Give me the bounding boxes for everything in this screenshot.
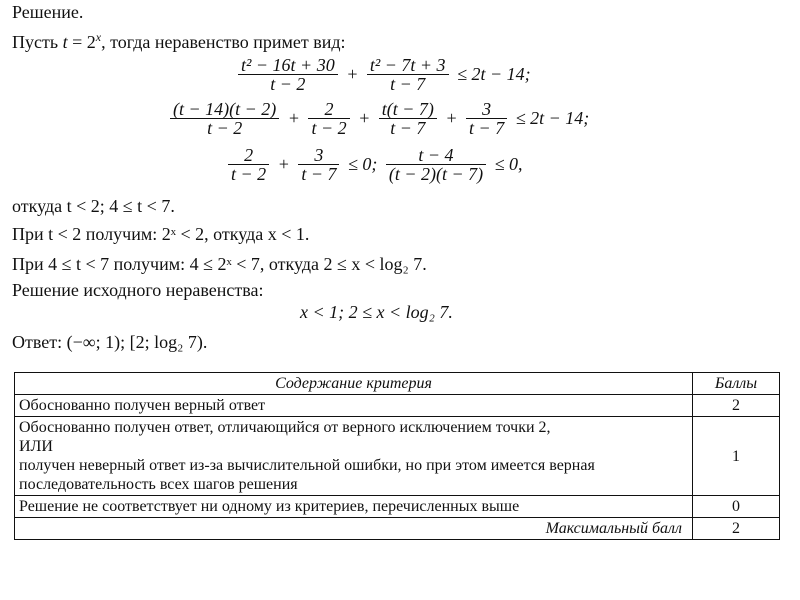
denominator: t − 7 bbox=[301, 164, 337, 184]
intro-eq: = 2 bbox=[67, 32, 96, 52]
inequality-rhs: ≤ 0, bbox=[494, 154, 523, 174]
criterion-cell: Решение не соответствует ни одному из критериев, перечисленных выше bbox=[15, 496, 693, 518]
denominator: t − 2 bbox=[270, 74, 306, 94]
numerator: (t − 14)(t − 2) bbox=[170, 100, 279, 119]
denominator: t − 2 bbox=[207, 118, 243, 138]
inequality-line-3 bbox=[226, 146, 525, 183]
criterion-cell bbox=[15, 417, 693, 496]
table-max-row bbox=[15, 518, 780, 540]
plus-sign: + bbox=[346, 64, 359, 84]
plus-sign: + bbox=[445, 108, 458, 128]
plus-sign: + bbox=[287, 108, 300, 128]
substitution-line bbox=[12, 30, 346, 53]
denominator: t − 2 bbox=[231, 164, 267, 184]
inequality-line-1 bbox=[236, 56, 533, 93]
fraction-2-2 bbox=[308, 100, 349, 137]
whence-line: откуда t < 2; 4 ≤ t < 7. bbox=[12, 196, 175, 216]
intro-variable: t bbox=[62, 32, 68, 52]
fraction-3-3 bbox=[386, 146, 486, 183]
inequality-line-2 bbox=[168, 100, 591, 137]
inequality-rhs: ≤ 2t − 14; bbox=[515, 108, 590, 128]
original-solution: x < 1; 2 ≤ x < log₂ 7. bbox=[300, 302, 453, 322]
points-cell: 0 bbox=[693, 496, 780, 518]
criterion-cell: Обоснованно получен верный ответ bbox=[15, 395, 693, 417]
inequality-rhs: ≤ 2t − 14; bbox=[457, 64, 531, 84]
table-row bbox=[15, 395, 780, 417]
intro-prefix: Пусть bbox=[12, 32, 63, 52]
denominator: t − 7 bbox=[390, 74, 426, 94]
table-row bbox=[15, 417, 780, 496]
denominator: t − 2 bbox=[311, 118, 347, 138]
numerator: t² − 16t + 30 bbox=[238, 56, 338, 75]
criteria-table bbox=[14, 372, 780, 540]
numerator: t² − 7t + 3 bbox=[367, 56, 449, 75]
intro-exponent: x bbox=[95, 30, 102, 44]
solution-heading: Решение. bbox=[12, 2, 84, 22]
case-1-line: При t < 2 получим: 2ˣ < 2, откуда x < 1. bbox=[12, 224, 310, 244]
intro-suffix: , тогда неравенство примет вид: bbox=[101, 32, 346, 52]
numerator: 2 bbox=[308, 100, 349, 119]
points-cell: 2 bbox=[693, 395, 780, 417]
table-row bbox=[15, 496, 780, 518]
header-points: Баллы bbox=[693, 373, 780, 395]
case-2-line: При 4 ≤ t < 7 получим: 4 ≤ 2ˣ < 7, откуда 2 ≤ x < log₂ 7. bbox=[12, 254, 427, 274]
max-points: 2 bbox=[693, 518, 780, 540]
numerator: t − 4 bbox=[386, 146, 486, 165]
criterion-line: ИЛИ bbox=[19, 438, 53, 455]
original-solution-label: Решение исходного неравенства: bbox=[12, 280, 264, 300]
header-criterion: Содержание критерия bbox=[15, 373, 693, 395]
points-cell: 1 bbox=[693, 417, 780, 496]
fraction-2-4 bbox=[466, 100, 507, 137]
denominator: t − 7 bbox=[390, 118, 426, 138]
fraction-1-2 bbox=[367, 56, 449, 93]
fraction-3-1 bbox=[228, 146, 269, 183]
denominator: t − 7 bbox=[469, 118, 505, 138]
criterion-line: получен неверный ответ из-за вычислительной ошибки, но при этом имеется верная последовательность всех шагов решения bbox=[19, 457, 595, 493]
max-label: Максимальный балл bbox=[15, 518, 693, 540]
criterion-line: Обоснованно получен ответ, отличающийся от верного исключением точки 2, bbox=[19, 419, 551, 436]
fraction-3-2 bbox=[298, 146, 339, 183]
fraction-2-1 bbox=[170, 100, 279, 137]
denominator: (t − 2)(t − 7) bbox=[388, 164, 484, 184]
fraction-1-1 bbox=[238, 56, 338, 93]
numerator: t(t − 7) bbox=[379, 100, 437, 119]
plus-sign: + bbox=[358, 108, 371, 128]
numerator: 2 bbox=[228, 146, 269, 165]
plus-sign: + bbox=[277, 154, 290, 174]
numerator: 3 bbox=[466, 100, 507, 119]
inequality-mid: ≤ 0; bbox=[347, 154, 378, 174]
table-header-row bbox=[15, 373, 780, 395]
answer-line: Ответ: (−∞; 1); [2; log₂ 7). bbox=[12, 332, 208, 352]
numerator: 3 bbox=[298, 146, 339, 165]
fraction-2-3 bbox=[379, 100, 437, 137]
